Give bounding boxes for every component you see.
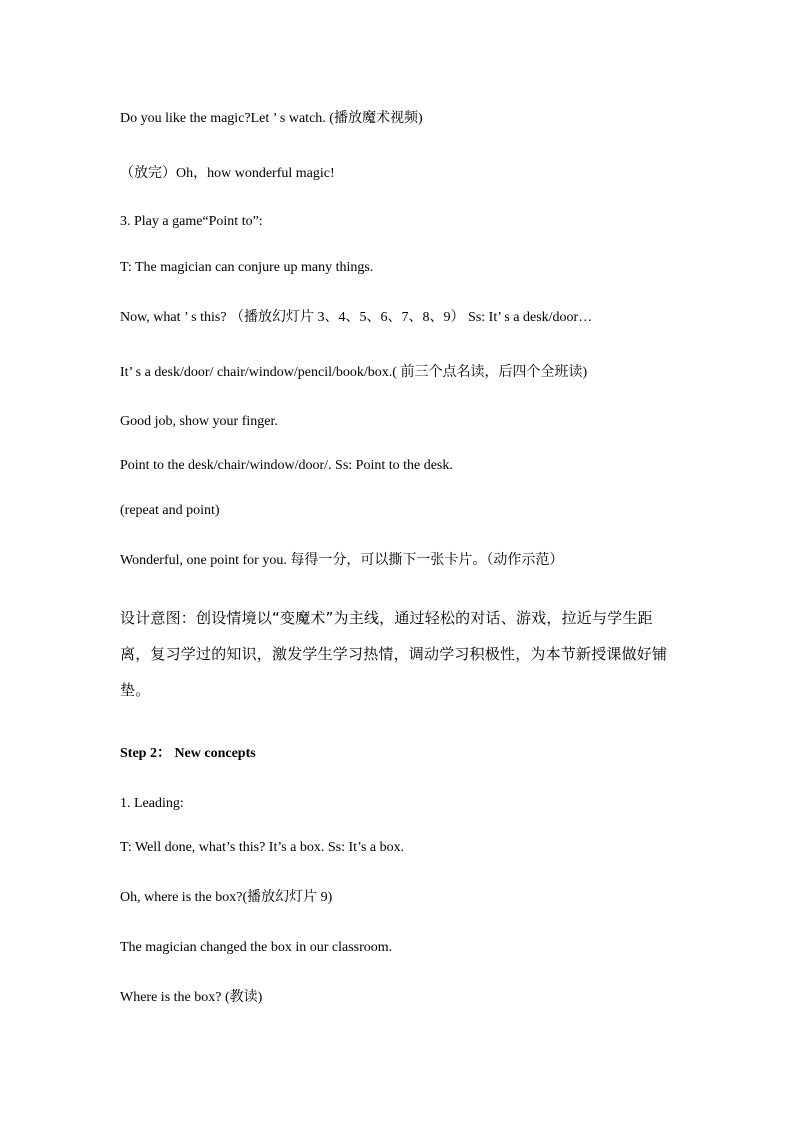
- text-line: It’ s a desk/door/ chair/window/pencil/book/box.( 前三个点名读，后四个全班读): [120, 365, 588, 380]
- text-line: 3. Play a game“Point to”:: [120, 214, 263, 229]
- text-line: Now, what ’ s this? （播放幻灯片 3、4、5、6、7、8、9） Ss: It’ s a desk/door…: [120, 310, 593, 325]
- design-intent-paragraph: 设计意图：创设情境以“变魔术”为主线，通过轻松的对话、游戏，拉近与学生距离，复习学过的知识，激发学生学习热情，调动学习积极性，为本节新授课做好铺垫。: [120, 609, 668, 699]
- text-line: Wonderful, one point for you. 每得一分，可以撕下一张卡片。（动作示范）: [120, 553, 564, 568]
- text-line: Oh, where is the box?(播放幻灯片 9): [120, 890, 333, 905]
- text-line: T: The magician can conjure up many things.: [120, 260, 374, 275]
- text-line: Good job, show your finger.: [120, 414, 278, 429]
- text-line: Point to the desk/chair/window/door/. Ss: Point to the desk.: [120, 458, 453, 473]
- text-line: (repeat and point): [120, 503, 220, 518]
- text-line: （放完）Oh，how wonderful magic!: [120, 166, 335, 181]
- text-line: The magician changed the box in our classroom.: [120, 940, 393, 955]
- text-line: 1. Leading:: [120, 796, 184, 811]
- text-line: Do you like the magic?Let ’ s watch. (播放魔术视频): [120, 111, 423, 126]
- step-heading: Step 2： New concepts: [120, 746, 256, 761]
- text-line: Where is the box? (教读): [120, 990, 263, 1005]
- text-line: T: Well done, what’s this? It’s a box. Ss: It’s a box.: [120, 840, 405, 855]
